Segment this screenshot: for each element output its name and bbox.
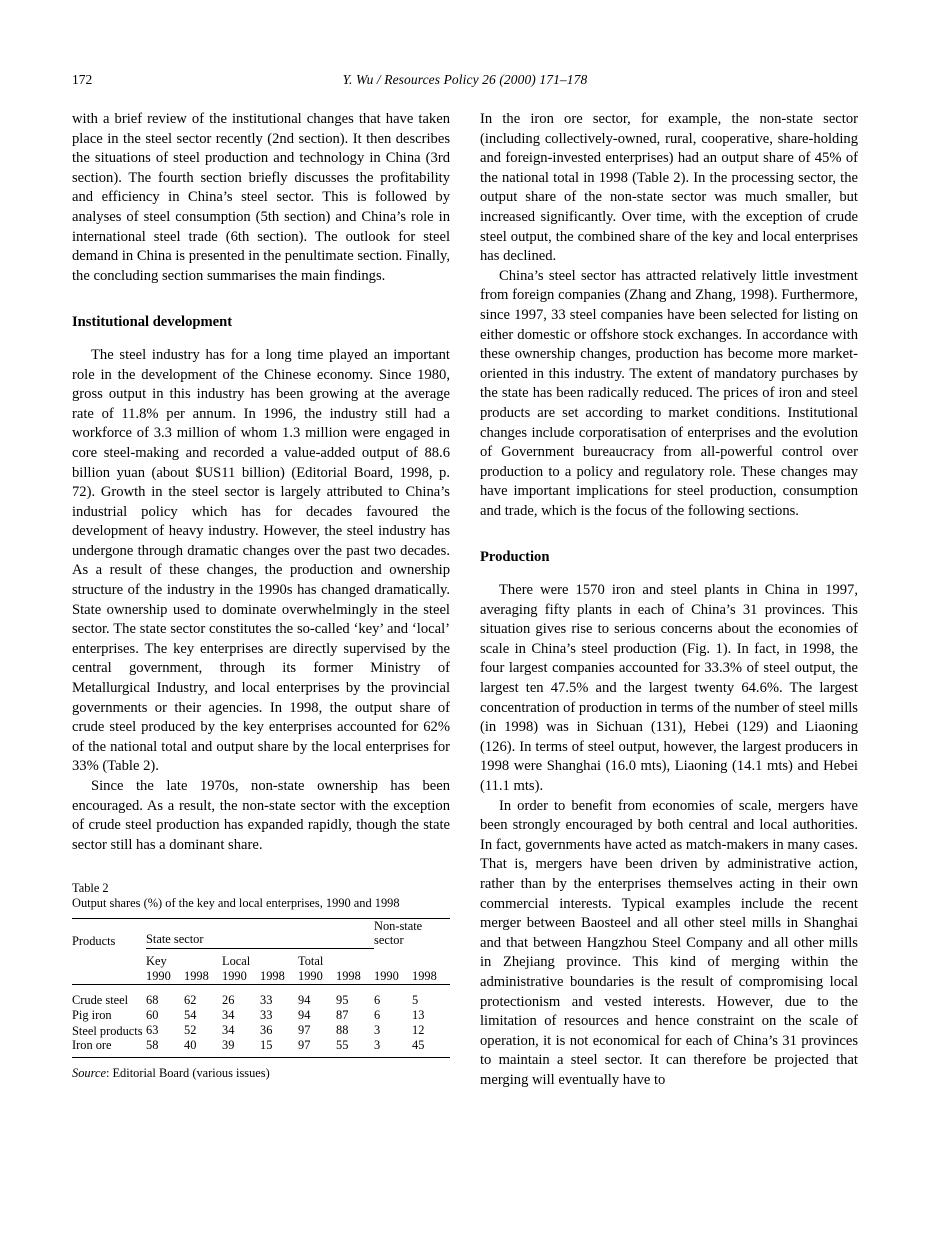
empty-cell — [72, 949, 146, 970]
cell-value: 13 — [412, 1008, 425, 1023]
subheader-key: Key — [146, 954, 167, 969]
cell-value: 54 — [184, 1008, 197, 1023]
subheader-total: Total — [298, 954, 324, 969]
paragraph: The steel industry has for a long time played an important role in the development of the Chinese economy. Since 1980, gross output in this industry has been growing at the average rate of 11.8% per annum. In 1996, the industry still had a workforce of 3.3 million of whom 1.3 million were engaged in core steel-making and recorded a value-added output of 88.6 billion yuan (about $US11 billion) (Editorial Board, 1998, p. 72). Growth in the steel sector is largely attributed to China’s industrial policy which has for decades favoured the development of heavy industry. However, the steel industry has undergone through dramatic changes over the past two decades. As a result of these changes, the production and ownership structure of the industry in the 1990s has changed dramatically. State ownership used to dominate overwhelmingly in the steel sector. The state sector constitutes the so-called ‘key’ and ‘local’ enterprises. The key enterprises are directly supervised by the central government, through its former Ministry of Metallurgical Industry, and local enterprises by the provincial governments or their agencies. In 1998, the output share of crude steel produced by the key enterprises accounted for 62% of the national total and output share by the local enterprises for 33% (Table 2). — [72, 346, 450, 775]
header-state-sector: State sector — [146, 919, 374, 948]
paragraph: In order to benefit from economies of scale, mergers have been strongly encouraged by both central and local authorities. In fact, governments have acted as match-makers in many cases. That is, mergers have been driven by administrative action, rather than by the enterprises themselves acting in their own commercial interests. Typical examples include the recent merger between Baosteel and all other steel mills in Shanghai and that between Hangzhou Steel Company and all other mills in Zhejiang province. This kind of merging within the administrative boundaries is the result of compromising local protectionism and vested interests. However, due to the limitation of resources and hence constraint on the scale of operation, it is not economical for each of China’s 31 provinces to maintain a steel sector. It can therefore be projected that merging will eventually have to — [480, 797, 858, 1088]
year-key-1998: 1998 — [184, 969, 222, 985]
header-nonstate-sector: Non-state sector — [374, 919, 450, 948]
section-heading-institutional-development: Institutional development — [72, 314, 233, 331]
cell-value: 33 — [260, 993, 273, 1008]
table-caption: Output shares (%) of the key and local enterprises, 1990 and 1998 — [72, 896, 400, 911]
table-header-row-groups — [72, 919, 450, 948]
cell-value: 97 — [298, 1023, 311, 1038]
year-local-1990: 1990 — [222, 969, 260, 985]
cell-value: 88 — [336, 1023, 349, 1038]
paragraph: There were 1570 iron and steel plants in China in 1997, averaging fifty plants in each of China’s 31 provinces. This situation gives rise to serious concerns about the economies of scale in China’s steel production (Fig. 1). In fact, in 1998, the four largest companies accounted for 33.3% of steel output, the largest ten 47.5% and the largest twenty 64.6%. The largest concentration of production in terms of the number of steel mills (in 1998) was in Sichuan (131), Hebei (129) and Liaoning (126). In terms of steel output, however, the largest producers in 1998 were Shanghai (16.0 mts), Liaoning (14.1 mts) and Hebei (11.1 mts). — [480, 582, 858, 794]
running-head — [72, 72, 858, 88]
cell-value: 68 — [146, 993, 159, 1008]
year-local-1998: 1998 — [260, 969, 298, 985]
row-label: Pig iron — [72, 1008, 112, 1023]
year-total-1990: 1990 — [298, 969, 336, 985]
spacer — [480, 521, 858, 548]
spacer — [480, 568, 858, 581]
spacer — [72, 286, 450, 313]
cell-value: 34 — [222, 1023, 235, 1038]
table-subgroup-row — [72, 949, 450, 970]
page-number: 172 — [72, 72, 93, 87]
cell-value: 40 — [184, 1038, 222, 1058]
table-row — [72, 1008, 450, 1023]
table-2-block — [72, 881, 450, 1081]
column-left — [72, 110, 450, 1081]
paragraph: In the iron ore sector, for example, the non-state sector (including collectively-owned, rural, cooperative, share-holding and foreign-invested enterprises) had an output share of 45% of the national total in 1998 (Table 2). In the processing sector, the output share of the non-state sector was much smaller, but increased significantly. Over time, with the exception of crude steel output, the combined share of the key and local enterprises has declined. — [480, 111, 858, 265]
cell-value: 52 — [184, 1023, 197, 1038]
cell-value: 3 — [374, 1023, 381, 1038]
table-row — [72, 985, 450, 1009]
table-2 — [72, 918, 450, 1058]
table-number: Table 2 — [72, 881, 109, 896]
year-key-1990: 1990 — [146, 969, 184, 985]
cell-value: 34 — [222, 1008, 235, 1023]
cell-value: 87 — [336, 1008, 349, 1023]
paragraph: China’s steel sector has attracted relatively little investment from foreign companies (Zhang and Zhang, 1998). Furthermore, since 1997, 33 steel companies have been selected for listing on either domestic or offshore stock exchanges. In accordance with these ownership changes, production has become more market-oriented in this industry. The extent of mandatory purchases by the state has been radically reduced. The prices of iron and steel products are set according to market conditions. Institutional changes include corporatisation of enterprises and the evolution of Government bureaucracy from all-powerful control over production to a policy and regulatory role. These changes may have important implications for steel production, consumption and trade, which is the focus of the following sections. — [480, 267, 858, 519]
cell-value: 97 — [298, 1038, 336, 1058]
cell-value: 45 — [412, 1038, 450, 1058]
row-label: Steel products — [72, 1024, 143, 1039]
cell-value: 39 — [222, 1038, 260, 1058]
table-year-row — [72, 969, 450, 985]
empty-cell — [374, 949, 450, 970]
source-text: : Editorial Board (various issues) — [105, 1066, 270, 1081]
column-right — [480, 110, 858, 1091]
year-nonstate-1990: 1990 — [374, 969, 412, 985]
empty-cell — [72, 969, 146, 985]
section-heading-production: Production — [480, 549, 550, 566]
table-row — [72, 1038, 450, 1058]
cell-value: 95 — [336, 993, 349, 1008]
cell-value: 62 — [184, 993, 197, 1008]
cell-value: 58 — [146, 1038, 184, 1058]
source-label: Source — [72, 1066, 106, 1081]
cell-value: 26 — [222, 993, 235, 1008]
cell-value: 15 — [260, 1038, 298, 1058]
cell-value: 5 — [412, 993, 419, 1008]
paragraph: Since the late 1970s, non-state ownership has been encouraged. As a result, the non-state sector with the exception of crude steel production has expanded rapidly, though the state sector still has a dominant share. — [72, 778, 450, 853]
journal-running-title: Y. Wu / Resources Policy 26 (2000) 171–178 — [342, 72, 588, 87]
subheader-local: Local — [222, 954, 251, 969]
cell-value: 94 — [298, 993, 311, 1008]
cell-value: 6 — [374, 993, 381, 1008]
table-row — [72, 1023, 450, 1038]
year-nonstate-1998: 1998 — [412, 969, 450, 985]
header-products: Products — [72, 919, 146, 949]
cell-value: 55 — [336, 1038, 374, 1058]
cell-value: 60 — [146, 1008, 159, 1023]
cell-value: 12 — [412, 1023, 425, 1038]
table-source-note — [72, 1066, 450, 1081]
year-total-1998: 1998 — [336, 969, 374, 985]
cell-value: 3 — [374, 1038, 412, 1058]
cell-value: 94 — [298, 1008, 311, 1023]
row-label: Iron ore — [72, 1038, 146, 1058]
row-label: Crude steel — [72, 993, 129, 1008]
cell-value: 63 — [146, 1023, 159, 1038]
cell-value: 36 — [260, 1023, 273, 1038]
paragraph-continued: with a brief review of the institutional changes that have taken place in the steel sector recently (2nd section). It then describes the situations of steel production and technology in China (3rd section). The fourth section briefly discusses the profitability and efficiency in China’s steel sector. This is followed by analyses of steel consumption (5th section) and China’s role in international steel trade (6th section). The outlook for steel demand in China is presented in the penultimate section. Finally, the concluding section summarises the main findings. — [72, 111, 451, 284]
cell-value: 33 — [260, 1008, 273, 1023]
spacer — [72, 333, 450, 346]
cell-value: 6 — [374, 1008, 381, 1023]
